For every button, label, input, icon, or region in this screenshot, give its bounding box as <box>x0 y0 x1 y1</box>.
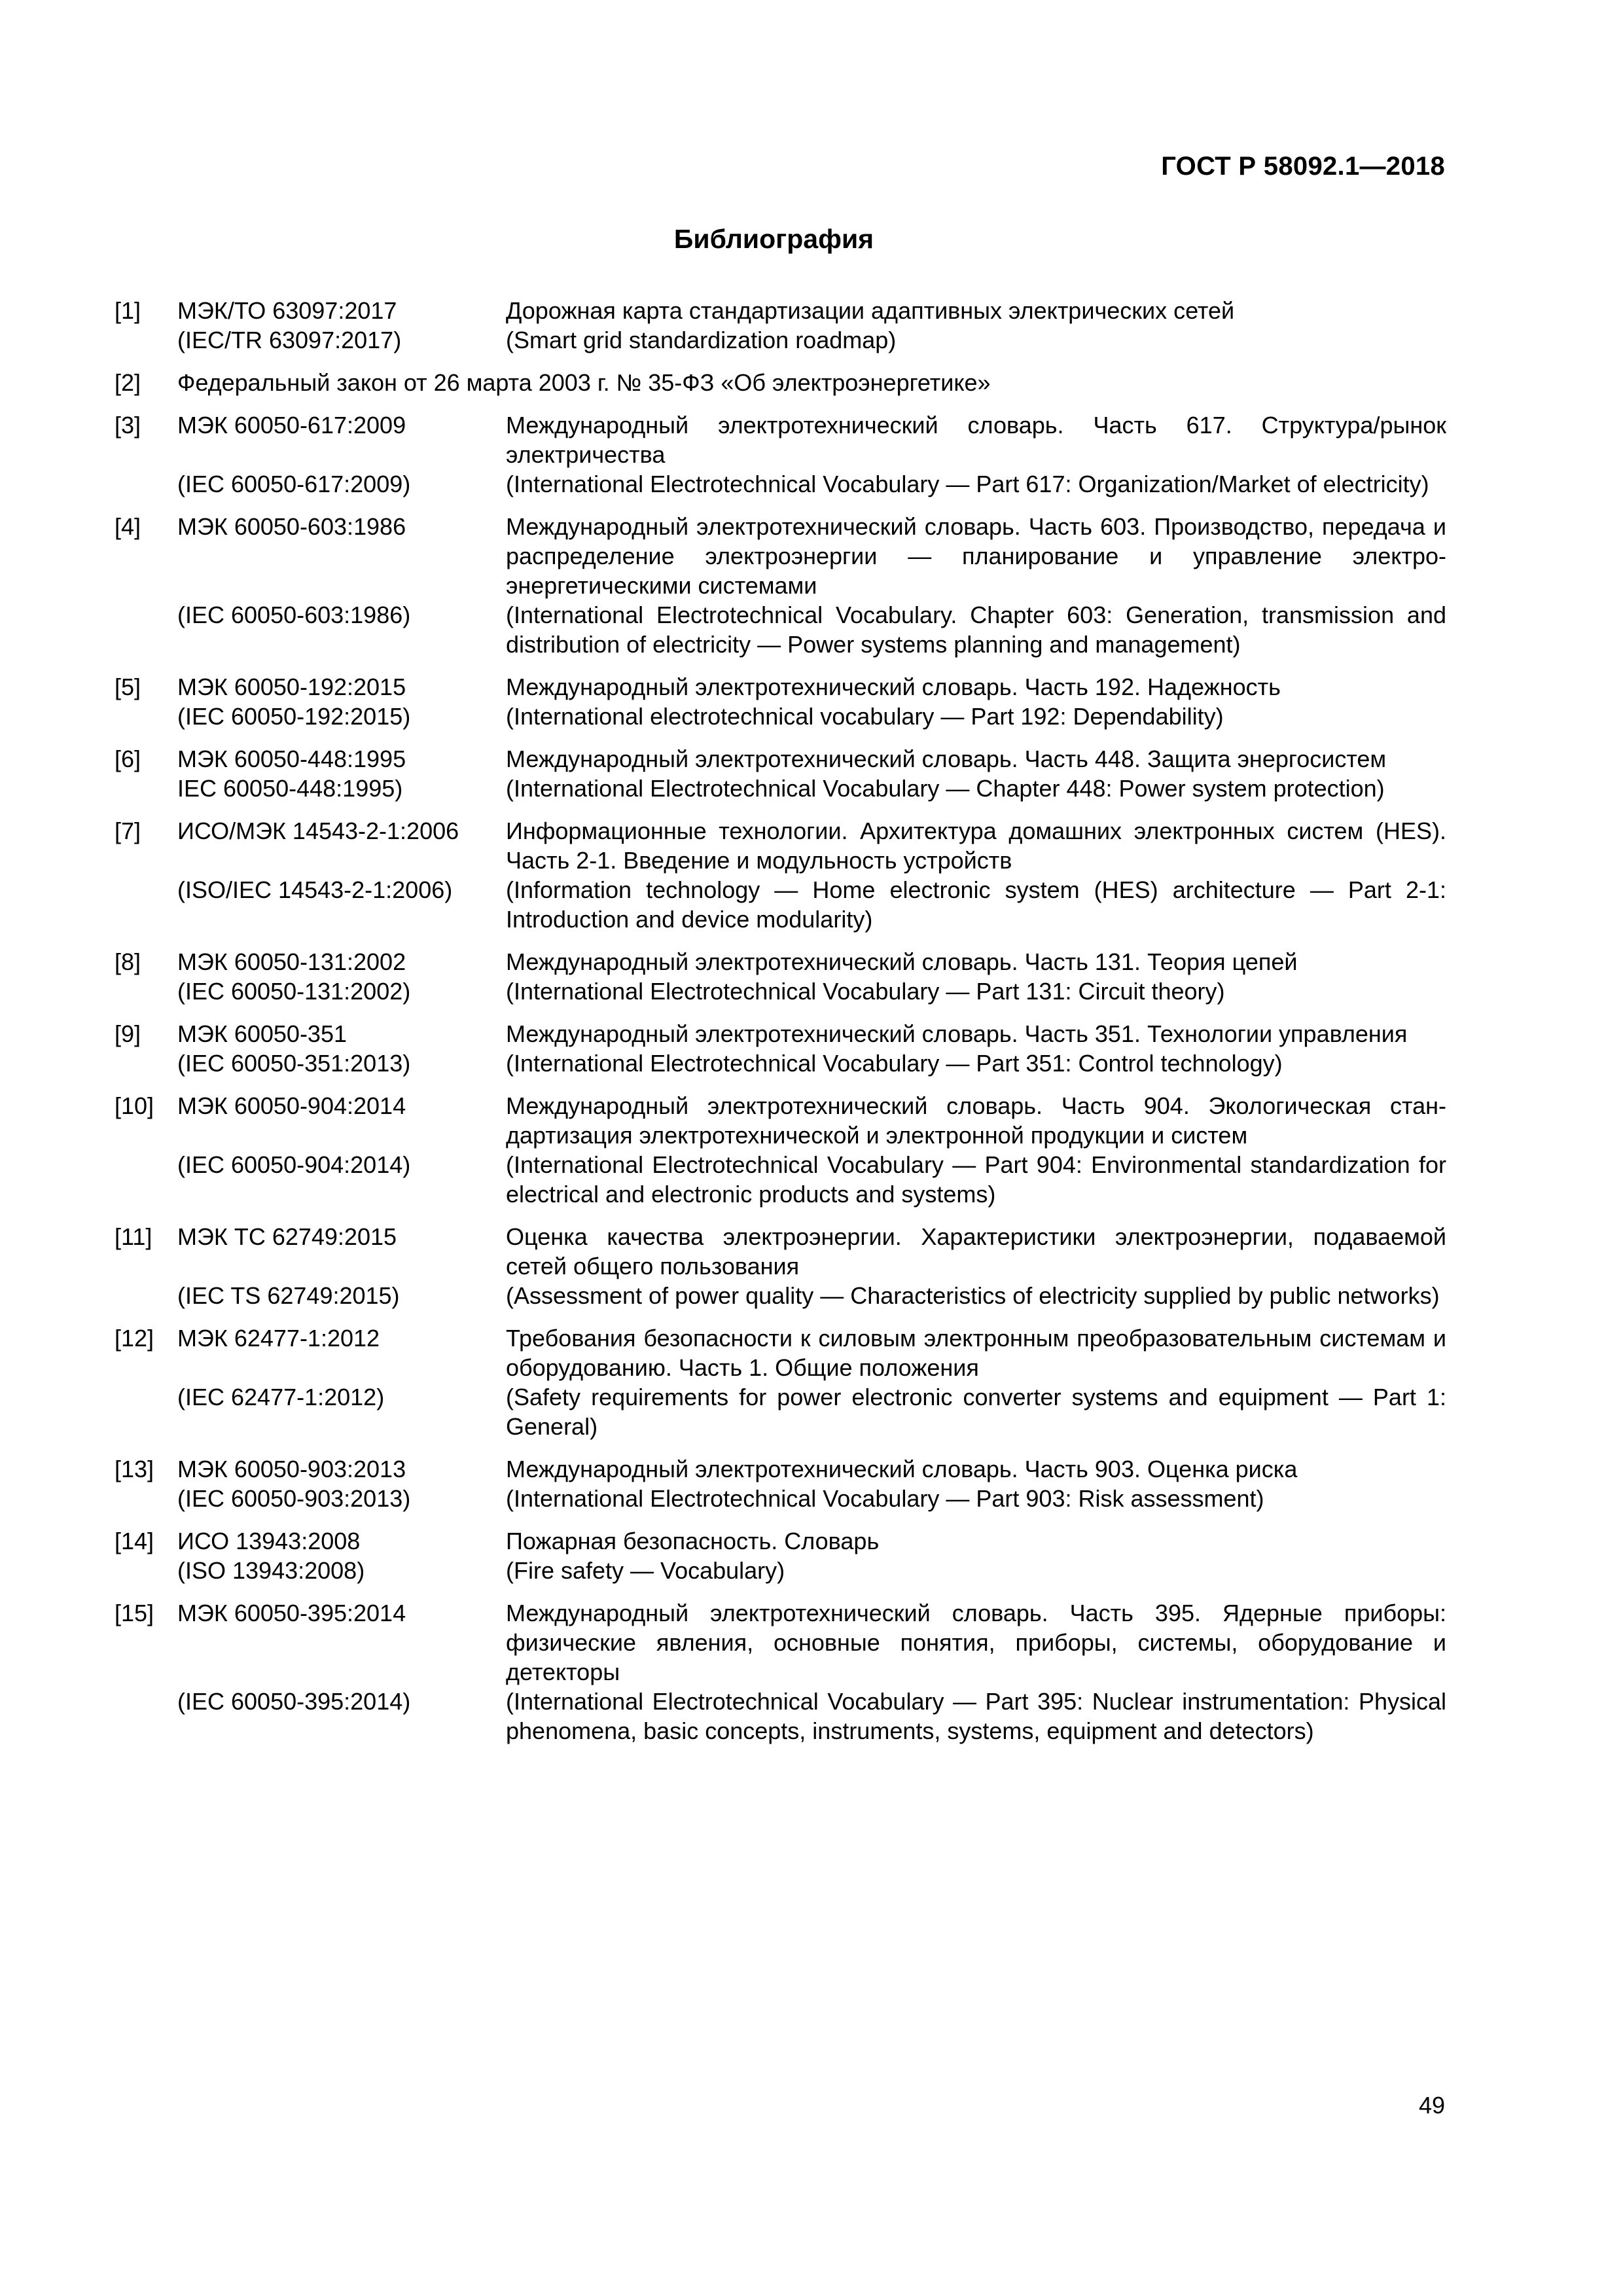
code-en: (IEC 60050-904:2014) <box>177 1151 411 1178</box>
bibliography-entry <box>115 816 1446 934</box>
code-ru: МЭК 62477-1:2012 <box>177 1325 380 1352</box>
code-ru: МЭК 60050-351 <box>177 1020 347 1047</box>
description-ru: Информационные технологии. Архитектура домашних электронных систем (HES). Часть 2-1. Введение и модульность устройств <box>506 817 1446 874</box>
description-en: (Information technology — Home electronic system (HES) architecture — Part 2-1: Introduction and device modularity) <box>506 876 1446 933</box>
code-en: (IEC TS 62749:2015) <box>177 1282 400 1309</box>
description-en: (International Electrotechnical Vocabulary — Part 131: Circuit theory) <box>506 978 1225 1005</box>
code-en: (ISO/IEC 14543-2-1:2006) <box>177 876 453 903</box>
description-ru: Международный электротехнический словарь. Часть 617. Структура/рынок электричества <box>506 412 1446 468</box>
description-en: (International Electrotechnical Vocabulary. Chapter 603: Generation, transmission and distribution of electricity — Power systems planning and management) <box>506 601 1446 658</box>
entry-code <box>177 410 506 499</box>
code-ru: МЭК 60050-131:2002 <box>177 948 406 975</box>
description-ru: Международный электротехнический словарь. Часть 904. Экологическая стандартизация электротехнической и электронной продукции и систем <box>506 1092 1446 1149</box>
description-ru: Международный электротехнический словарь. Часть 351. Технологии управления <box>506 1020 1408 1047</box>
code-ru: МЭК 60050-617:2009 <box>177 412 406 439</box>
description-ru: Международный электротехнический словарь. Часть 192. Надежность <box>506 673 1281 700</box>
description-en: (International Electrotechnical Vocabulary — Part 351: Control technology) <box>506 1050 1283 1077</box>
code-ru: МЭК 60050-448:1995 <box>177 745 406 772</box>
code-ru: МЭК 60050-903:2013 <box>177 1456 406 1482</box>
description-en: (Assessment of power quality — Characteristics of electricity supplied by public networks) <box>506 1282 1440 1309</box>
code-en: (IEC 60050-351:2013) <box>177 1050 411 1077</box>
code-en: (IEC 60050-192:2015) <box>177 703 411 730</box>
entry-code <box>177 296 506 355</box>
entry-code <box>177 1019 506 1078</box>
description-ru: Международный электротехнический словарь. Часть 131. Теория цепей <box>506 948 1298 975</box>
entry-number: [10] <box>115 1092 154 1119</box>
description-ru: Дорожная карта стандартизации адаптивных электрических сетей <box>506 297 1235 324</box>
entry-description <box>506 1091 1446 1209</box>
code-en: (IEC 60050-903:2013) <box>177 1485 411 1512</box>
description-en: (International electrotechnical vocabulary — Part 192: Dependability) <box>506 703 1224 730</box>
entry-number: [8] <box>115 948 141 975</box>
entry-number: [15] <box>115 1600 154 1626</box>
entry-code <box>177 512 506 659</box>
bibliography-entry <box>115 1222 1446 1310</box>
bibliography-list <box>115 296 1446 1759</box>
description-en: (Safety requirements for power electronic converter systems and equipment — Part 1: General) <box>506 1384 1446 1440</box>
code-en: (ISO 13943:2008) <box>177 1557 365 1584</box>
description-ru: Международный электротехнический словарь. Часть 395. Ядерные приборы: физические явления, основные понятия, приборы, системы, оборудование и детекторы <box>506 1600 1446 1685</box>
entry-number: [2] <box>115 369 141 396</box>
bibliography-entry <box>115 947 1446 1006</box>
entry-description <box>506 1526 1446 1585</box>
description-en: (International Electrotechnical Vocabulary — Part 617: Organization/Market of electricity) <box>506 471 1429 497</box>
bibliography-entry <box>115 1526 1446 1585</box>
entry-code <box>177 672 506 731</box>
entry-code <box>177 816 506 934</box>
description-en: (International Electrotechnical Vocabulary — Part 903: Risk assessment) <box>506 1485 1264 1512</box>
entry-description <box>506 1598 1446 1746</box>
bibliography-entry <box>115 1454 1446 1513</box>
entry-code <box>177 1526 506 1585</box>
bibliography-entry <box>115 672 1446 731</box>
description-en: (Smart grid standardization roadmap) <box>506 327 897 353</box>
description-ru: Международный электротехнический словарь. Часть 903. Оценка риска <box>506 1456 1298 1482</box>
description-ru: Пожарная безопасность. Словарь <box>506 1528 880 1554</box>
code-ru: ИСО/МЭК 14543-2-1:2006 <box>177 817 459 844</box>
code-en: (IEC 60050-603:1986) <box>177 601 411 628</box>
description-ru: Международный электротехнический словарь. Часть 448. Защита энергосистем <box>506 745 1387 772</box>
entry-description <box>506 672 1446 731</box>
code-ru: МЭК 60050-904:2014 <box>177 1092 406 1119</box>
bibliography-entry <box>115 1598 1446 1746</box>
entry-number: [11] <box>115 1223 152 1250</box>
code-en: (IEC 60050-617:2009) <box>177 471 411 497</box>
bibliography-entry <box>115 296 1446 355</box>
page-title: Библиография <box>673 224 874 254</box>
bibliography-entry <box>115 744 1446 803</box>
code-en: (IEC 60050-395:2014) <box>177 1688 411 1715</box>
code-ru: МЭК 60050-192:2015 <box>177 673 406 700</box>
entry-code <box>177 1222 506 1310</box>
description-ru: Международный электротехнический словарь. Часть 603. Производство, передача и распределение электроэнергии — планирование и управление электроэнергетическими системами <box>506 513 1446 599</box>
bibliography-entry <box>115 512 1446 659</box>
entry-number: [6] <box>115 745 141 772</box>
code-ru: МЭК 60050-603:1986 <box>177 513 406 540</box>
entry-description <box>506 410 1446 499</box>
entry-code <box>177 744 506 803</box>
code-en: (IEC 60050-131:2002) <box>177 978 411 1005</box>
bibliography-entry <box>115 368 1446 397</box>
code-ru: МЭК ТС 62749:2015 <box>177 1223 397 1250</box>
entry-description <box>506 947 1446 1006</box>
code-ru: МЭК 60050-395:2014 <box>177 1600 406 1626</box>
entry-number: [3] <box>115 412 141 439</box>
entry-description <box>506 296 1446 355</box>
document-id: ГОСТ Р 58092.1—2018 <box>1161 152 1445 181</box>
bibliography-entry <box>115 1019 1446 1078</box>
bibliography-entry <box>115 410 1446 499</box>
entry-number: [13] <box>115 1456 154 1482</box>
entry-code <box>177 1598 506 1746</box>
entry-number: [7] <box>115 817 141 844</box>
code-en: IEC 60050-448:1995) <box>177 775 403 802</box>
entry-number: [9] <box>115 1020 141 1047</box>
entry-code <box>177 947 506 1006</box>
entry-number: [5] <box>115 673 141 700</box>
entry-description <box>506 512 1446 659</box>
entry-code <box>177 1323 506 1441</box>
entry-description <box>506 1323 1446 1441</box>
entry-description <box>506 1019 1446 1078</box>
description-en: (International Electrotechnical Vocabulary — Part 904: Environmental standardization for electrical and electronic products and systems) <box>506 1151 1446 1208</box>
page-number: 49 <box>1418 2092 1445 2119</box>
code-ru: МЭК/ТО 63097:2017 <box>177 297 397 324</box>
description-en: (Fire safety — Vocabulary) <box>506 1557 785 1584</box>
entry-full-text: Федеральный закон от 26 марта 2003 г. № 35-ФЗ «Об электроэнергетике» <box>177 369 991 396</box>
entry-number: [1] <box>115 297 141 324</box>
entry-code <box>177 1091 506 1209</box>
entry-number: [4] <box>115 513 141 540</box>
description-en: (International Electrotechnical Vocabulary — Chapter 448: Power system protection) <box>506 775 1385 802</box>
entry-description <box>506 816 1446 934</box>
code-en: (IEC 62477-1:2012) <box>177 1384 385 1410</box>
code-ru: ИСО 13943:2008 <box>177 1528 361 1554</box>
description-ru: Оценка качества электроэнергии. Характеристики электроэнергии, подаваемой сетей общего пользования <box>506 1223 1446 1280</box>
bibliography-entry <box>115 1323 1446 1441</box>
entry-number: [14] <box>115 1528 154 1554</box>
entry-code <box>177 1454 506 1513</box>
entry-description <box>506 1454 1446 1513</box>
description-ru: Требования безопасности к силовым электронным преобразовательным системам и оборудованию. Часть 1. Общие положения <box>506 1325 1446 1381</box>
description-en: (International Electrotechnical Vocabulary — Part 395: Nuclear instrumentation: Physical phenomena, basic concepts, instruments, systems, equipment and detectors) <box>506 1688 1446 1744</box>
code-en: (IEC/TR 63097:2017) <box>177 327 402 353</box>
entry-description <box>506 1222 1446 1310</box>
entry-number: [12] <box>115 1325 154 1352</box>
entry-description <box>506 744 1446 803</box>
bibliography-entry <box>115 1091 1446 1209</box>
